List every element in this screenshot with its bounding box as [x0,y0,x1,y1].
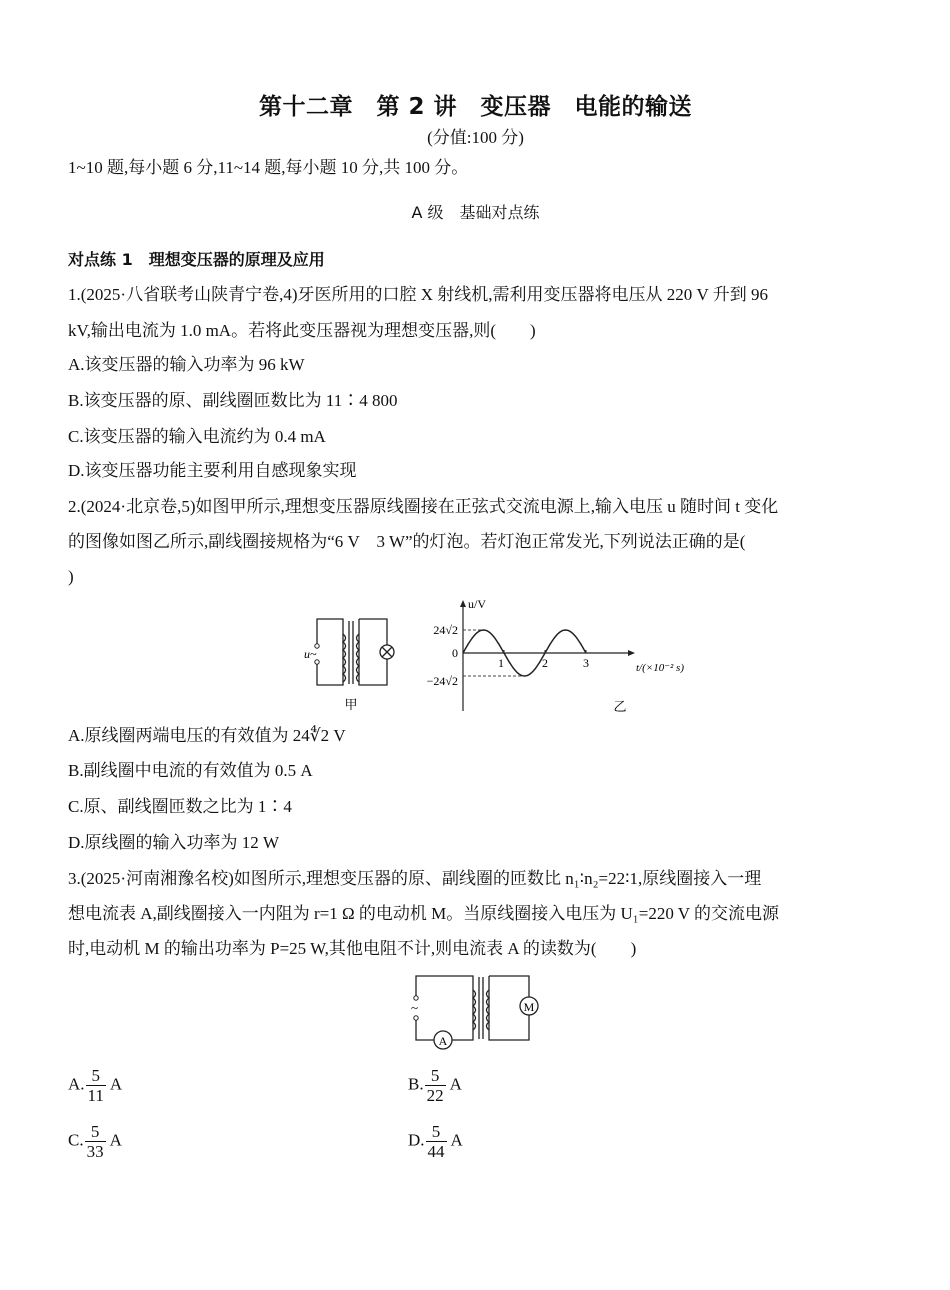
x-tick-label-3: 3 [583,656,589,670]
q1-stem-line2: kV,输出电流为 1.0 mA。若将此变压器视为理想变压器,则( ) [68,321,536,340]
q2-figure-yi-chart [408,593,684,718]
score-label: (分值:100 分) [427,128,524,147]
q3-stem-line2: 想电流表 A,副线圈接入一内阻为 r=1 Ω 的电动机 M。当原线圈接入电压为 U₁=220 V 的交流电源 [68,904,779,923]
section-heading: 对点练 1 理想变压器的原理及应用 [68,250,325,269]
q2-option-c: C.原、副线圈匝数之比为 1∶4 [68,797,292,816]
q2-option-b: B.副线圈中电流的有效值为 0.5 A [68,761,313,780]
x-tick-label-1: 1 [498,656,504,670]
q2-stem-line3: ) [68,567,74,586]
x-tick-label-2: 2 [542,656,548,670]
q2-stem-line2: 的图像如图乙所示,副线圈接规格为“6 V 3 W”的灯泡。若灯泡正常发光,下列说法正确的是( [68,532,746,551]
q1-option-b: B.该变压器的原、副线圈匝数比为 11∶4 800 [68,391,398,410]
q1-option-c: C.该变压器的输入电流约为 0.4 mA [68,427,326,446]
q2-jia-source-label: u~ [304,647,317,661]
q2-option-a: A.原线圈两端电压的有效值为 24∜2 V [68,726,346,745]
x-axis-label: t/(×10⁻² s) [636,662,684,674]
level-heading: A 级 基础对点练 [411,203,540,222]
q3-option-c: C. $\frac{5}{33}$ A [68,1122,122,1161]
q1-option-a: A.该变压器的输入功率为 96 kW [68,355,305,374]
q3-option-b: B. $\frac{5}{22}$ A [408,1066,462,1105]
q2-jia-caption: 甲 [344,697,358,712]
y-min-label: −24√2 [426,674,458,688]
q3-option-a: A. $\frac{5}{11}$ A [68,1066,123,1105]
scoring-note: 1~10 题,每小题 6 分,11~14 题,每小题 10 分,共 100 分。 [68,158,469,177]
ammeter-icon: A [438,1034,448,1048]
y-axis-arrow-icon [460,600,466,607]
page-title: 第十二章 第 2 讲 变压器 电能的输送 [258,94,693,120]
q3-figure [403,972,553,1054]
q1-option-d: D.该变压器功能主要利用自感现象实现 [68,461,357,480]
q3-option-d: D. $\frac{5}{44}$ A [408,1122,463,1161]
q3-stem-line1: 3.(2025·河南湘豫名校)如图所示,理想变压器的原、副线圈的匝数比 n₁∶n₂=22∶1,原线圈接入一理 [68,869,762,888]
y-axis-label: u/V [468,597,486,611]
origin-label: 0 [452,646,458,660]
q3-stem-line3: 时,电动机 M 的输出功率为 P=25 W,其他电阻不计,则电流表 A 的读数为( ) [68,939,637,958]
motor-icon: M [523,1000,535,1014]
q3-source-label: ~ [411,1000,419,1015]
q1-stem-line1: 1.(2025·八省联考山陕青宁卷,4)牙医所用的口腔 X 射线机,需利用变压器将电压从 220 V 升到 96 [68,285,768,304]
q2-yi-caption: 乙 [613,699,627,714]
q2-option-d: D.原线圈的输入功率为 12 W [68,833,280,852]
y-max-label: 24√2 [433,623,458,637]
q2-stem-line1: 2.(2024·北京卷,5)如图甲所示,理想变压器原线圈接在正弦式交流电源上,输入电压 u 随时间 t 变化 [68,497,779,516]
x-axis-arrow-icon [628,650,635,656]
q2-figure-jia [303,612,413,716]
